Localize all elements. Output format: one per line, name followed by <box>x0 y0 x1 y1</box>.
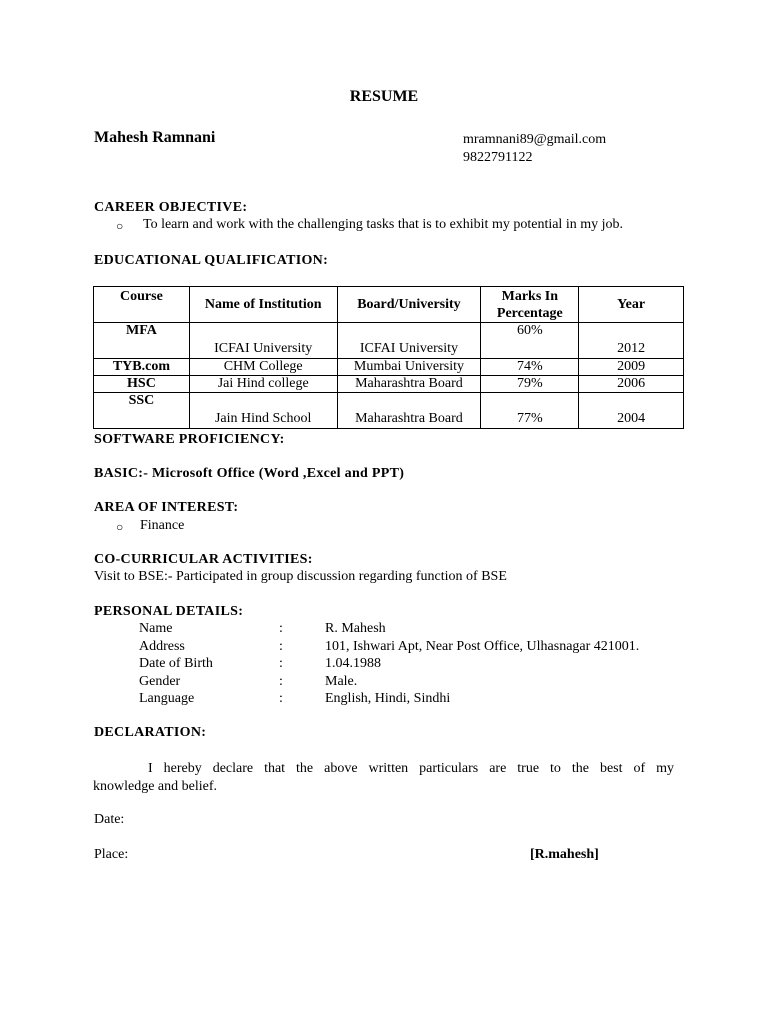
table-row <box>94 323 684 359</box>
declaration-heading: DECLARATION: <box>94 725 207 740</box>
personal-label: Gender <box>139 674 181 689</box>
personal-label: Language <box>139 691 195 706</box>
table-cell: ICFAI University <box>337 323 481 359</box>
separator-colon: : <box>279 621 283 636</box>
personal-heading: PERSONAL DETAILS: <box>94 604 244 619</box>
table-row <box>94 376 684 393</box>
table-row <box>94 359 684 376</box>
phone-text: 9822791122 <box>463 150 533 165</box>
table-cell: 74% <box>481 359 579 376</box>
education-heading: EDUCATIONAL QUALIFICATION: <box>94 253 329 268</box>
personal-value: Male. <box>325 674 358 689</box>
signature: [R.mahesh] <box>530 847 599 862</box>
education-table <box>93 286 684 429</box>
personal-value: R. Mahesh <box>325 621 386 636</box>
contact-block <box>463 131 606 167</box>
personal-value: 1.04.1988 <box>325 656 381 671</box>
date-label: Date: <box>94 812 125 827</box>
candidate-name: Mahesh Ramnani <box>94 129 216 146</box>
email-text: mramnani89@gmail.com <box>463 132 607 147</box>
column-header: Board/University <box>337 287 481 323</box>
table-cell: MFA <box>94 323 190 359</box>
interest-item: Finance <box>140 518 185 533</box>
table-cell: 2004 <box>579 393 684 429</box>
table-cell: 2009 <box>579 359 684 376</box>
declaration-text <box>93 760 674 796</box>
table-cell: Maharashtra Board <box>337 376 481 393</box>
table-cell: SSC <box>94 393 190 429</box>
personal-label: Name <box>139 621 173 636</box>
software-basic: BASIC:- Microsoft Office (Word ,Excel and PPT) <box>94 466 405 481</box>
separator-colon: : <box>279 674 283 689</box>
personal-label: Address <box>139 639 185 654</box>
career-objective-item: To learn and work with the challenging tasks that is to exhibit my potential in my job. <box>143 217 623 232</box>
column-header: Year <box>579 287 684 323</box>
personal-value: 101, Ishwari Apt, Near Post Office, Ulhasnagar 421001. <box>325 639 640 654</box>
resume-title: RESUME <box>349 88 419 105</box>
column-header: Course <box>94 287 190 323</box>
career-objective-heading: CAREER OBJECTIVE: <box>94 200 248 215</box>
separator-colon: : <box>279 656 283 671</box>
software-heading: SOFTWARE PROFICIENCY: <box>94 432 285 447</box>
table-cell: 2006 <box>579 376 684 393</box>
table-cell: TYB.com <box>94 359 190 376</box>
table-cell: 60% <box>481 323 579 359</box>
personal-label: Date of Birth <box>139 656 213 671</box>
declaration-line: knowledge and belief. <box>93 779 218 794</box>
separator-colon: : <box>279 691 283 706</box>
column-header: Name of Institution <box>189 287 337 323</box>
table-cell: Jai Hind college <box>189 376 337 393</box>
table-row <box>94 393 684 429</box>
interest-heading: AREA OF INTEREST: <box>94 500 239 515</box>
cocurricular-text: Visit to BSE:- Participated in group discussion regarding function of BSE <box>94 569 507 584</box>
table-header-row <box>94 287 684 323</box>
table-cell: Maharashtra Board <box>337 393 481 429</box>
bullet-icon: ○ <box>116 219 124 233</box>
table-cell: 77% <box>481 393 579 429</box>
table-cell: ICFAI University <box>189 323 337 359</box>
cocurricular-heading: CO-CURRICULAR ACTIVITIES: <box>94 552 313 567</box>
place-label: Place: <box>94 847 129 862</box>
table-cell: Jain Hind School <box>189 393 337 429</box>
table-cell: 2012 <box>579 323 684 359</box>
table-cell: 79% <box>481 376 579 393</box>
table-cell: HSC <box>94 376 190 393</box>
separator-colon: : <box>279 639 283 654</box>
personal-value: English, Hindi, Sindhi <box>325 691 451 706</box>
declaration-line: I hereby declare that the above written particulars are true to the best of my <box>148 761 674 776</box>
bullet-icon: ○ <box>116 520 124 534</box>
table-cell: CHM College <box>189 359 337 376</box>
column-header: Marks In Percentage <box>481 287 579 323</box>
table-cell: Mumbai University <box>337 359 481 376</box>
